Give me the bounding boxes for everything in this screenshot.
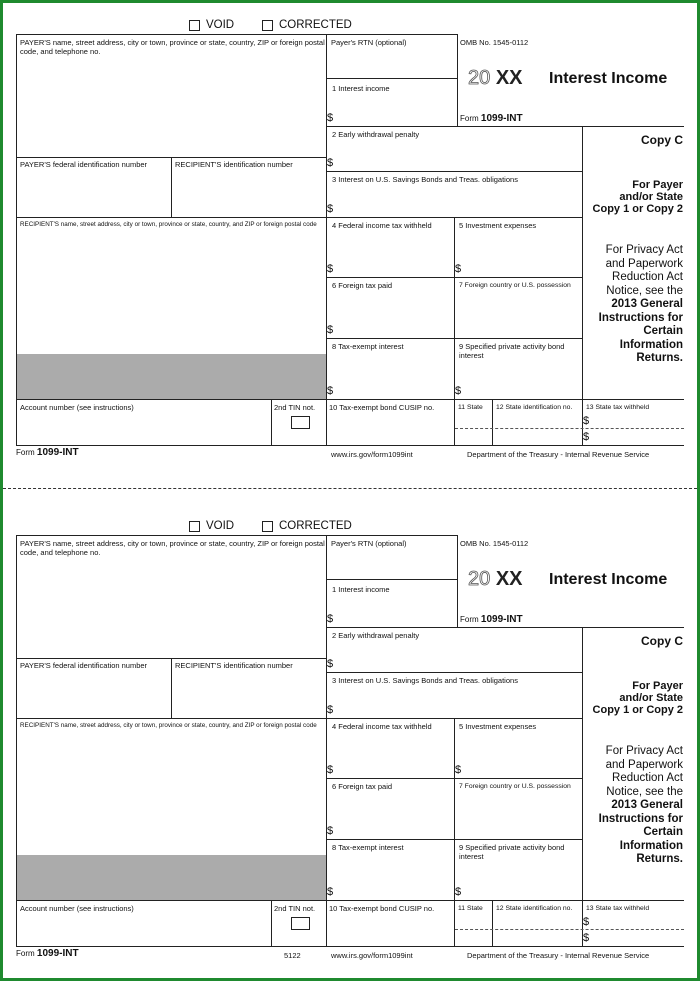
box1-label: 1 Interest income (332, 84, 390, 93)
box3-dollar: $ (327, 704, 334, 716)
box13-label: 13 State tax withheld (586, 905, 650, 912)
copy-c-label: Copy C (641, 634, 683, 648)
box2-field[interactable] (337, 141, 581, 170)
tear-line (3, 488, 697, 489)
box6-dollar: $ (327, 324, 334, 336)
void-label: VOID (206, 19, 235, 31)
box4-label: 4 Federal income tax withheld (332, 221, 432, 230)
payer-rtn-field[interactable] (327, 49, 457, 78)
box6-label: 6 Foreign tax paid (332, 281, 393, 290)
box3-label: 3 Interest on U.S. Savings Bonds and Treas. obligations (332, 676, 518, 685)
footer-department: Department of the Treasury - Internal Revenue Service (467, 450, 650, 459)
box4-field[interactable] (337, 734, 453, 777)
payer-fed-id-field[interactable] (17, 171, 171, 217)
box13-field-1[interactable] (593, 414, 684, 428)
payer-rtn-label: Payer's RTN (optional) (331, 539, 407, 548)
recipient-name-label: RECIPIENT'S name, street address, city or town, province or state, country, and ZIP or foreign postal code (20, 722, 317, 729)
footer-department: Department of the Treasury - Internal Revenue Service (467, 951, 650, 960)
box13-dollar-1: $ (583, 415, 590, 427)
box8-field[interactable] (337, 358, 453, 398)
box8-label: 8 Tax-exempt interest (332, 843, 404, 852)
payer-fed-id-label: PAYER'S federal identification number (20, 661, 148, 670)
box2-label: 2 Early withdrawal penalty (332, 631, 420, 640)
footer-url: www.irs.gov/form1099int (331, 951, 413, 960)
box13-field-2[interactable] (593, 429, 684, 445)
shaded-area (17, 354, 326, 399)
box6-dollar: $ (327, 825, 334, 837)
corrected-checkbox[interactable] (262, 521, 273, 532)
box13-field-1[interactable] (593, 915, 684, 929)
box5-label: 5 Investment expenses (459, 722, 537, 731)
account-number-field[interactable] (17, 915, 271, 946)
form-1099-int-top (3, 13, 697, 473)
box6-field[interactable] (337, 794, 453, 838)
box6-field[interactable] (337, 293, 453, 337)
box4-dollar: $ (327, 263, 334, 275)
recipient-id-field[interactable] (172, 672, 326, 718)
box9-field[interactable] (465, 862, 581, 899)
footer-url: www.irs.gov/form1099int (331, 450, 413, 459)
void-checkbox[interactable] (189, 20, 200, 31)
form-title: Interest Income (549, 70, 668, 87)
box10-label: 10 Tax-exempt bond CUSIP no. (329, 904, 435, 913)
payer-fed-id-label: PAYER'S federal identification number (20, 160, 148, 169)
recipient-id-label: RECIPIENT'S identification number (175, 661, 293, 670)
corrected-label: CORRECTED (279, 520, 352, 532)
box1-field[interactable] (337, 95, 455, 125)
box11-label: 11 State (458, 404, 483, 411)
box11-state-field-2[interactable] (455, 429, 492, 445)
copy-c-label: Copy C (641, 133, 683, 147)
box7-field[interactable] (455, 293, 581, 337)
form-1099-int-bottom (3, 514, 697, 974)
recipient-name-label: RECIPIENT'S name, street address, city or town, province or state, country, and ZIP or foreign postal code (20, 221, 317, 228)
box3-dollar: $ (327, 203, 334, 215)
box7-label: 7 Foreign country or U.S. possession (459, 783, 571, 790)
box5-field[interactable] (465, 233, 581, 276)
omb-number: OMB No. 1545-0112 (460, 38, 529, 47)
box10-field[interactable] (327, 915, 454, 946)
void-checkbox[interactable] (189, 521, 200, 532)
box8-field[interactable] (337, 859, 453, 899)
form-label: Form 1099-INT (460, 113, 523, 124)
box12-field-1[interactable] (493, 915, 582, 929)
footer-form-label: Form 1099-INT (16, 948, 79, 959)
account-number-label: Account number (see instructions) (20, 904, 134, 913)
box8-dollar: $ (327, 385, 334, 397)
box10-label: 10 Tax-exempt bond CUSIP no. (329, 403, 435, 412)
recipient-id-field[interactable] (172, 171, 326, 217)
privacy-act-notice: For Privacy Act and Paperwork Reduction Act Notice, see the 2013 General Instructions for Certain Information Returns. (598, 244, 683, 364)
shaded-area (17, 855, 326, 900)
tin-not-checkbox[interactable] (291, 917, 310, 930)
box2-field[interactable] (337, 642, 581, 671)
corrected-checkbox[interactable] (262, 20, 273, 31)
box10-field[interactable] (327, 414, 454, 445)
recipient-name-field[interactable] (17, 732, 326, 855)
box6-label: 6 Foreign tax paid (332, 782, 393, 791)
payer-name-field[interactable] (17, 59, 326, 157)
box4-label: 4 Federal income tax withheld (332, 722, 432, 731)
box5-label: 5 Investment expenses (459, 221, 537, 230)
for-payer-copy: For Payer and/or State Copy 1 or Copy 2 (592, 179, 683, 215)
box1-label: 1 Interest income (332, 585, 390, 594)
box1-field[interactable] (337, 596, 455, 626)
box5-dollar: $ (455, 764, 462, 776)
box1-dollar: $ (327, 613, 334, 625)
box11-state-field-2[interactable] (455, 930, 492, 946)
payer-name-label: PAYER'S name, street address, city or town, province or state, country, ZIP or foreign postal code, and telephone no. (20, 539, 325, 557)
payer-rtn-field[interactable] (327, 550, 457, 579)
box2-dollar: $ (327, 157, 334, 169)
payer-name-field[interactable] (17, 560, 326, 658)
corrected-label: CORRECTED (279, 19, 352, 31)
box3-label: 3 Interest on U.S. Savings Bonds and Treas. obligations (332, 175, 518, 184)
tax-year: 20 XX (468, 67, 523, 89)
box13-label: 13 State tax withheld (586, 404, 650, 411)
box13-dollar-2: $ (583, 932, 590, 944)
box12-field-2[interactable] (493, 930, 582, 946)
payer-rtn-label: Payer's RTN (optional) (331, 38, 407, 47)
tax-year: 20 XX (468, 568, 523, 590)
box8-label: 8 Tax-exempt interest (332, 342, 404, 351)
box9-field[interactable] (465, 361, 581, 398)
recipient-id-label: RECIPIENT'S identification number (175, 160, 293, 169)
box4-field[interactable] (337, 233, 453, 276)
box13-dollar-1: $ (583, 916, 590, 928)
box12-field-1[interactable] (493, 414, 582, 428)
box1-dollar: $ (327, 112, 334, 124)
recipient-name-field[interactable] (17, 231, 326, 354)
privacy-act-notice: For Privacy Act and Paperwork Reduction Act Notice, see the 2013 General Instructions for Certain Information Returns. (598, 745, 683, 865)
box11-state-field-1[interactable] (455, 915, 492, 929)
box9-dollar: $ (455, 886, 462, 898)
cat-number: 5122 (284, 951, 301, 960)
omb-number: OMB No. 1545-0112 (460, 539, 529, 548)
box13-dollar-2: $ (583, 431, 590, 443)
box3-field[interactable] (337, 187, 581, 216)
tin-not-label: 2nd TIN not. (274, 904, 316, 913)
for-payer-copy: For Payer and/or State Copy 1 or Copy 2 (592, 680, 683, 716)
box7-field[interactable] (455, 794, 581, 838)
box4-dollar: $ (327, 764, 334, 776)
form-title: Interest Income (549, 571, 668, 588)
box13-field-2[interactable] (593, 930, 684, 946)
form-label: Form 1099-INT (460, 614, 523, 625)
box2-label: 2 Early withdrawal penalty (332, 130, 420, 139)
box5-field[interactable] (465, 734, 581, 777)
box11-label: 11 State (458, 905, 483, 912)
payer-fed-id-field[interactable] (17, 672, 171, 718)
box9-label: 9 Specified private activity bond interest (459, 843, 565, 861)
payer-name-label: PAYER'S name, street address, city or town, province or state, country, ZIP or foreign postal code, and telephone no. (20, 38, 325, 56)
box7-label: 7 Foreign country or U.S. possession (459, 282, 571, 289)
box12-field-2[interactable] (493, 429, 582, 445)
tin-not-checkbox[interactable] (291, 416, 310, 429)
box2-dollar: $ (327, 658, 334, 670)
page (3, 3, 697, 978)
box12-label: 12 State identification no. (496, 404, 573, 411)
footer-form-label: Form 1099-INT (16, 447, 79, 458)
box9-label: 9 Specified private activity bond interest (459, 342, 565, 360)
box12-label: 12 State identification no. (496, 905, 573, 912)
box3-field[interactable] (337, 688, 581, 717)
tin-not-label: 2nd TIN not. (274, 403, 316, 412)
account-number-label: Account number (see instructions) (20, 403, 134, 412)
box9-dollar: $ (455, 385, 462, 397)
void-label: VOID (206, 520, 235, 532)
box8-dollar: $ (327, 886, 334, 898)
box5-dollar: $ (455, 263, 462, 275)
box11-state-field-1[interactable] (455, 414, 492, 428)
account-number-field[interactable] (17, 414, 271, 445)
